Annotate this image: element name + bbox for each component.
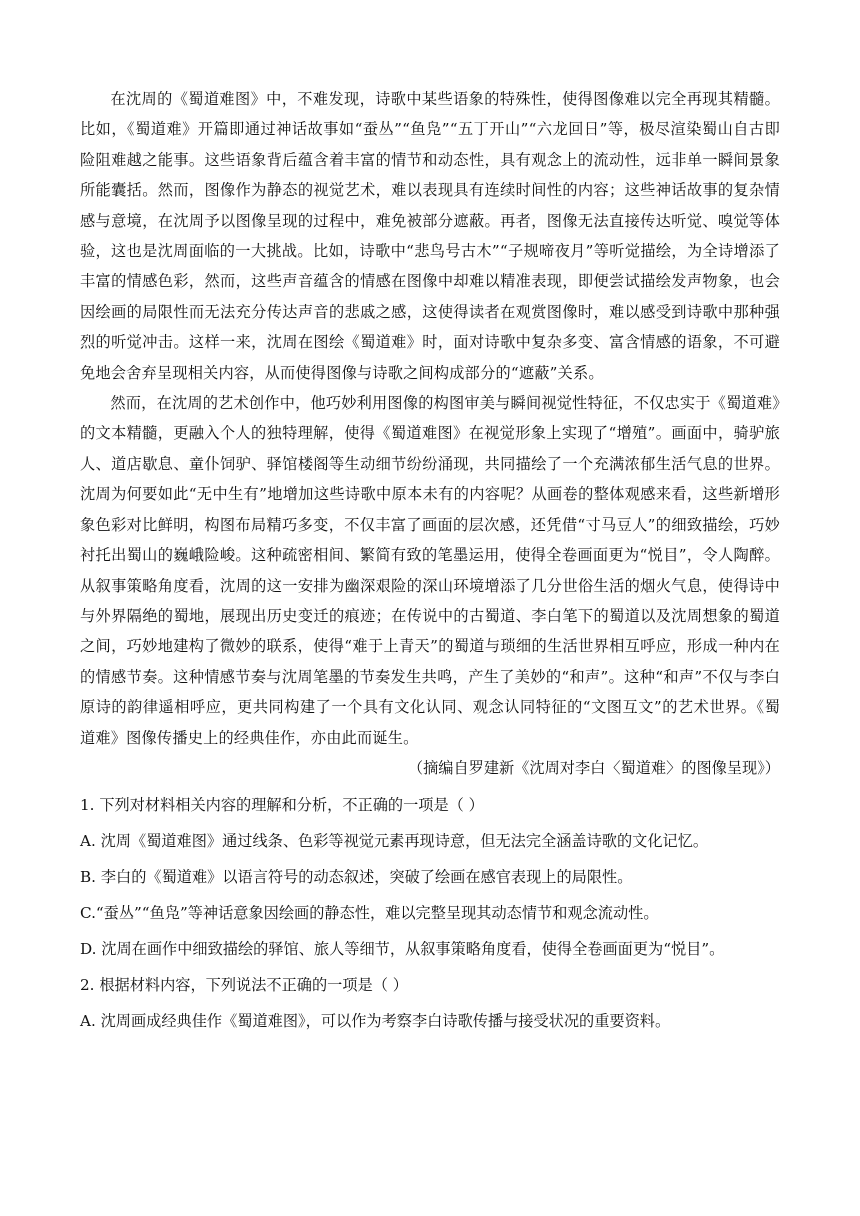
source-citation: （摘编自罗建新《沈周对李白〈蜀道难〉的图像呈现》）	[407, 758, 780, 777]
question-1-option-b: B. 李白的《蜀道难》以语言符号的动态叙述，突破了绘画在感官表现上的局限性。	[80, 868, 633, 887]
question-1-stem: 1. 下列对材料相关内容的理解和分析，不正确的一项是（ ）	[80, 796, 484, 815]
question-2-option-a: A. 沈周画成经典佳作《蜀道难图》，可以作为考察李白诗歌传播与接受状况的重要资料。	[80, 1012, 671, 1031]
question-1-option-a: A. 沈周《蜀道难图》通过线条、色彩等视觉元素再现诗意，但无法完全涵盖诗歌的文化记忆。	[80, 832, 709, 851]
document-page	[80, 84, 780, 1039]
body-paragraph-1: 在沈周的《蜀道难图》中，不难发现，诗歌中某些语象的特殊性，使得图像难以完全再现其精髓。比如，《蜀道难》开篇即通过神话故事如“蚕丛”“鱼凫”“五丁开山”“六龙回日”等，极尽渲染蜀山自古即险阻难越之能事。这些语象背后蕴含着丰富的情节和动态性，具有观念上的流动性，远非单一瞬间景象所能囊括。然而，图像作为静态的视觉艺术，难以表现具有连续时间性的内容；这些神话故事的复杂情感与意境，在沈周予以图像呈现的过程中，难免被部分遮蔽。再者，图像无法直接传达听觉、嗅觉等体验，这也是沈周面临的一大挑战。比如，诗歌中“悲鸟号古木”“子规啼夜月”等听觉描绘，为全诗增添了丰富的情感色彩，然而，这些声音蕴含的情感在图像中却难以精准表现，即便尝试描绘发声物象，也会因绘画的局限性而无法充分传达声音的悲戚之感，这使得读者在观赏图像时，难以感受到诗歌中那种强烈的听觉冲击。这样一来，沈周在图绘《蜀道难》时，面对诗歌中复杂多变、富含情感的语象，不可避免地会舍弃呈现相关内容，从而使得图像与诗歌之间构成部分的“遮蔽”关系。	[80, 90, 780, 382]
question-1-option-c: C.“蚕丛”“鱼凫”等神话意象因绘画的静态性，难以完整呈现其动态情节和观念流动性。	[80, 904, 659, 923]
question-2-stem: 2. 根据材料内容，下列说法不正确的一项是（ ）	[80, 976, 408, 995]
question-1-option-d: D. 沈周在画作中细致描绘的驿馆、旅人等细节，从叙事策略角度看，使得全卷画面更为“悦目”。	[80, 940, 725, 959]
body-paragraph-2: 然而，在沈周的艺术创作中，他巧妙利用图像的构图审美与瞬间视觉性特征，不仅忠实于《蜀道难》的文本精髓，更融入个人的独特理解，使得《蜀道难图》在视觉形象上实现了“增殖”。画面中，骑驴旅人、道店歇息、童仆饲驴、驿馆楼阁等生动细节纷纷涌现，共同描绘了一个充满浓郁生活气息的世界。沈周为何要如此“无中生有”地增加这些诗歌中原本未有的内容呢？从画卷的整体观感来看，这些新增形象色彩对比鲜明，构图布局精巧多变，不仅丰富了画面的层次感，还凭借“寸马豆人”的细致描绘，巧妙衬托出蜀山的巍峨险峻。这种疏密相间、繁简有致的笔墨运用，使得全卷画面更为“悦目”，令人陶醉。从叙事策略角度看，沈周的这一安排为幽深艰险的深山环境增添了几分世俗生活的烟火气息，使得诗中与外界隔绝的蜀地，展现出历史变迁的痕迹；在传说中的古蜀道、李白笔下的蜀道以及沈周想象的蜀道之间，巧妙地建构了微妙的联系，使得“难于上青天”的蜀道与琐细的生活世界相互呼应，形成一种内在的情感节奏。这种情感节奏与沈周笔墨的节奏发生共鸣，产生了美妙的“和声”。这种“和声”不仅与李白原诗的韵律遥相呼应，更共同构建了一个具有文化认同、观念认同特征的“文图互文”的艺术世界。《蜀道难》图像传播史上的经典佳作，亦由此而诞生。	[80, 394, 780, 747]
